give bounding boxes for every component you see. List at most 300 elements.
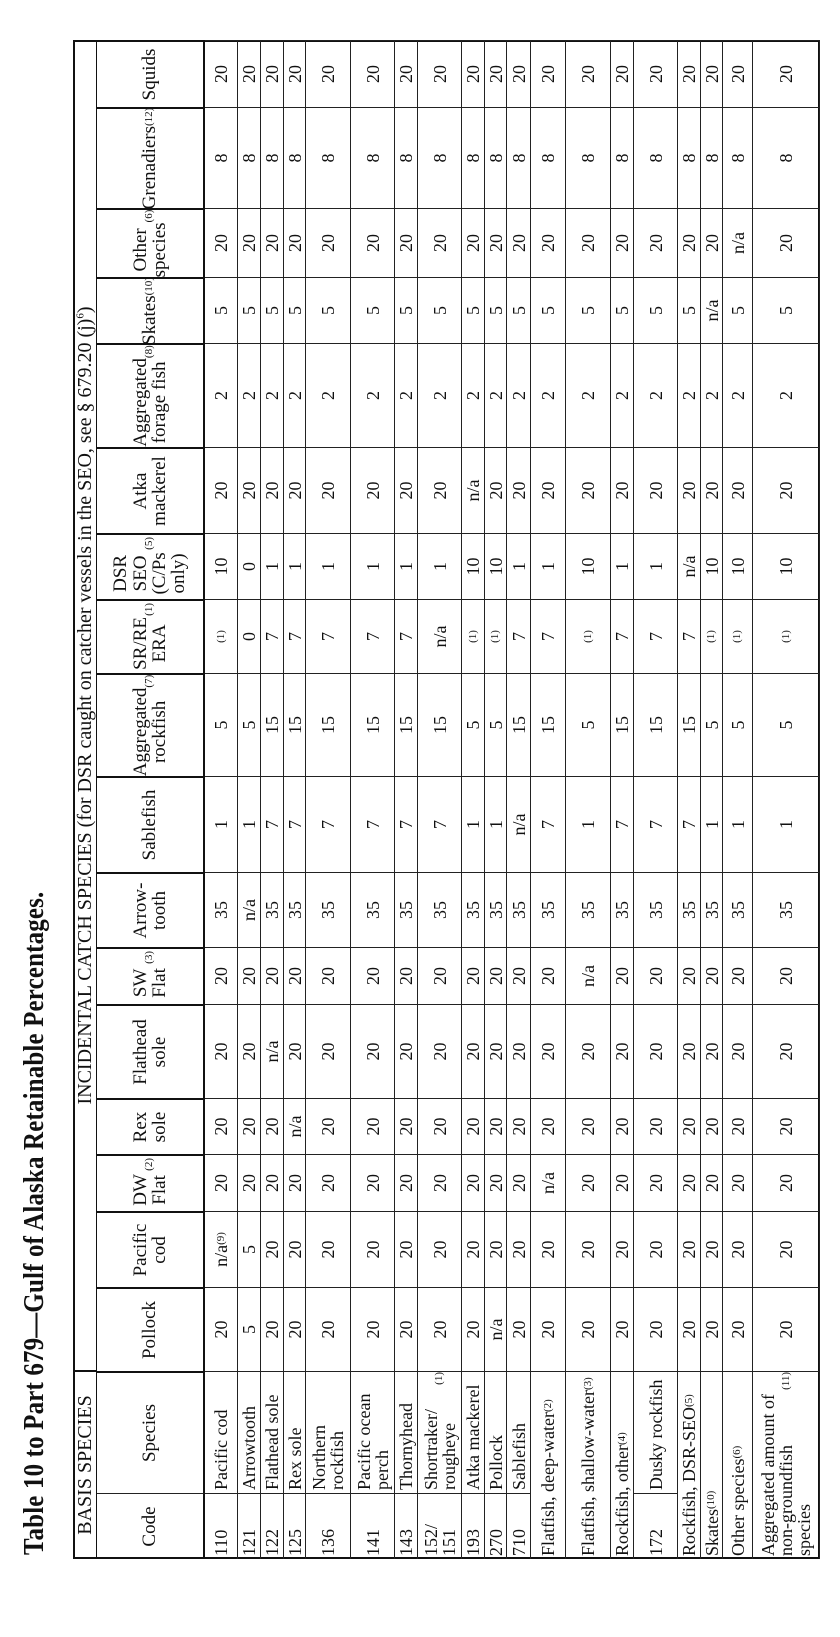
- row-value-aggrock: 15: [531, 673, 566, 776]
- row-value-arrowtooth: 35: [284, 872, 306, 947]
- row-value-sablefish: 1: [723, 776, 753, 872]
- row-value-skates: 5: [306, 277, 351, 343]
- row-value-srre: (1): [485, 599, 507, 673]
- row-species: Other species (6): [723, 1371, 753, 1559]
- row-value-aggrock: 5: [723, 673, 753, 776]
- row-value-dwflat: 20: [261, 1154, 284, 1211]
- row-value-dwflat: 20: [634, 1154, 678, 1211]
- row-value-dwflat: 20: [351, 1154, 395, 1211]
- row-value-aggrock: 15: [261, 673, 284, 776]
- row-value-arrowtooth: 35: [531, 872, 566, 947]
- row-value-grenadiers: 8: [723, 107, 753, 208]
- row-value-dwflat: 20: [205, 1154, 238, 1211]
- row-value-rexsole: 20: [462, 1098, 485, 1154]
- row-value-srre: n/a: [418, 599, 462, 673]
- row-value-dwflat: 20: [395, 1154, 418, 1211]
- row-value-pcod: 20: [634, 1211, 678, 1287]
- row-value-dsrseo: 1: [395, 533, 418, 599]
- row-value-rexsole: 20: [507, 1098, 531, 1154]
- row-value-forage: 2: [701, 343, 723, 447]
- row-value-sablefish: 1: [485, 776, 507, 872]
- row-value-atka: 20: [723, 447, 753, 533]
- row-value-pollock: 20: [566, 1287, 611, 1371]
- row-value-flathead: 20: [507, 1004, 531, 1098]
- row-value-dwflat: 20: [723, 1154, 753, 1211]
- row-value-aggrock: 15: [611, 673, 634, 776]
- row-species: Pacific cod: [205, 1371, 238, 1493]
- row-value-srre: (1): [205, 599, 238, 673]
- row-value-pollock: 20: [753, 1287, 820, 1371]
- row-value-sablefish: 7: [306, 776, 351, 872]
- row-value-other: 20: [306, 208, 351, 277]
- row-value-other: 20: [611, 208, 634, 277]
- row-value-swflat: 20: [753, 947, 820, 1004]
- row-value-rexsole: 20: [418, 1098, 462, 1154]
- row-species: Aggregated amount of non-groundfish species (11): [753, 1371, 820, 1559]
- row-value-squids: 20: [753, 40, 820, 107]
- row-value-dsrseo: 10: [462, 533, 485, 599]
- row-species: Flatfish, shallow-water (3): [566, 1371, 611, 1559]
- row-code: 143: [395, 1493, 418, 1559]
- row-value-pollock: 20: [261, 1287, 284, 1371]
- row-value-squids: 20: [485, 40, 507, 107]
- row-value-dsrseo: 1: [531, 533, 566, 599]
- row-value-swflat: 20: [723, 947, 753, 1004]
- row-value-pcod: 5: [238, 1211, 261, 1287]
- row-value-squids: 20: [701, 40, 723, 107]
- row-value-rexsole: 20: [261, 1098, 284, 1154]
- row-value-sablefish: 1: [462, 776, 485, 872]
- row-code: 270: [485, 1493, 507, 1559]
- row-value-pollock: 20: [205, 1287, 238, 1371]
- row-value-arrowtooth: 35: [566, 872, 611, 947]
- row-value-rexsole: 20: [634, 1098, 678, 1154]
- row-value-dwflat: n/a: [531, 1154, 566, 1211]
- row-value-forage: 2: [238, 343, 261, 447]
- row-value-sablefish: 7: [531, 776, 566, 872]
- row-value-rexsole: 20: [306, 1098, 351, 1154]
- row-species: Rockfish, other (4): [611, 1371, 634, 1559]
- row-value-dwflat: 20: [485, 1154, 507, 1211]
- row-value-srre: 7: [611, 599, 634, 673]
- row-value-forage: 2: [462, 343, 485, 447]
- row-value-flathead: 20: [462, 1004, 485, 1098]
- row-value-skates: 5: [566, 277, 611, 343]
- row-value-squids: 20: [462, 40, 485, 107]
- row-species: Dusky rockfish: [634, 1371, 678, 1493]
- header-squids: Squids: [97, 40, 205, 107]
- row-value-skates: 5: [611, 277, 634, 343]
- header-sablefish: Sablefish: [97, 776, 205, 872]
- header-dwflat: DW Flat (2): [97, 1154, 205, 1211]
- row-value-dwflat: 20: [306, 1154, 351, 1211]
- row-value-rexsole: 20: [485, 1098, 507, 1154]
- row-value-other: 20: [261, 208, 284, 277]
- row-value-squids: 20: [418, 40, 462, 107]
- row-value-arrowtooth: 35: [723, 872, 753, 947]
- row-value-aggrock: 15: [306, 673, 351, 776]
- row-value-aggrock: 5: [701, 673, 723, 776]
- row-value-dsrseo: 1: [284, 533, 306, 599]
- row-value-forage: 2: [753, 343, 820, 447]
- header-swflat: SW Flat (3): [97, 947, 205, 1004]
- header-aggrock: Aggregated rockfish (7): [97, 673, 205, 776]
- row-value-atka: 20: [485, 447, 507, 533]
- row-value-flathead: 20: [238, 1004, 261, 1098]
- row-value-pcod: 20: [462, 1211, 485, 1287]
- row-value-arrowtooth: 35: [205, 872, 238, 947]
- row-value-skates: 5: [395, 277, 418, 343]
- row-value-dwflat: 20: [678, 1154, 701, 1211]
- row-value-rexsole: 20: [395, 1098, 418, 1154]
- row-value-srre: 7: [351, 599, 395, 673]
- row-code: 110: [205, 1493, 238, 1559]
- row-value-srre: 7: [634, 599, 678, 673]
- row-value-aggrock: 5: [753, 673, 820, 776]
- row-value-skates: 5: [462, 277, 485, 343]
- row-value-arrowtooth: 35: [678, 872, 701, 947]
- row-value-dsrseo: 10: [566, 533, 611, 599]
- header-other: Other species (6): [97, 208, 205, 277]
- row-value-atka: 20: [261, 447, 284, 533]
- row-value-dwflat: 20: [284, 1154, 306, 1211]
- group-header-basis: [73, 1371, 97, 1559]
- row-value-other: 20: [701, 208, 723, 277]
- row-code: 141: [351, 1493, 395, 1559]
- header-arrowtooth: Arrow-tooth: [97, 872, 205, 947]
- row-species: Shortraker/ rougheye (1): [418, 1371, 462, 1493]
- row-value-skates: 5: [678, 277, 701, 343]
- row-value-pollock: 20: [507, 1287, 531, 1371]
- row-species: Pollock: [485, 1371, 507, 1493]
- row-value-aggrock: 15: [418, 673, 462, 776]
- row-value-skates: 5: [418, 277, 462, 343]
- row-value-srre: (1): [566, 599, 611, 673]
- row-value-pollock: 20: [418, 1287, 462, 1371]
- row-value-flathead: 20: [395, 1004, 418, 1098]
- row-value-forage: 2: [395, 343, 418, 447]
- row-species: Rex sole: [284, 1371, 306, 1493]
- row-value-skates: 5: [205, 277, 238, 343]
- row-value-squids: 20: [351, 40, 395, 107]
- row-value-pcod: 20: [753, 1211, 820, 1287]
- row-value-swflat: 20: [351, 947, 395, 1004]
- row-value-swflat: 20: [395, 947, 418, 1004]
- row-value-aggrock: 15: [634, 673, 678, 776]
- header-pcod: Pacific cod: [97, 1211, 205, 1287]
- row-value-dsrseo: 1: [418, 533, 462, 599]
- row-value-sablefish: 7: [678, 776, 701, 872]
- row-value-forage: 2: [531, 343, 566, 447]
- row-value-swflat: 20: [611, 947, 634, 1004]
- row-value-pcod: 20: [566, 1211, 611, 1287]
- row-value-grenadiers: 8: [611, 107, 634, 208]
- row-value-pollock: 20: [701, 1287, 723, 1371]
- row-value-arrowtooth: 35: [462, 872, 485, 947]
- header-code: Code: [97, 1493, 205, 1559]
- row-value-forage: 2: [306, 343, 351, 447]
- row-value-swflat: 20: [238, 947, 261, 1004]
- row-value-grenadiers: 8: [205, 107, 238, 208]
- row-value-rexsole: 20: [531, 1098, 566, 1154]
- row-value-atka: 20: [284, 447, 306, 533]
- row-value-aggrock: 5: [205, 673, 238, 776]
- row-value-pcod: n/a (9): [205, 1211, 238, 1287]
- row-value-pcod: 20: [701, 1211, 723, 1287]
- row-value-atka: 20: [205, 447, 238, 533]
- row-value-dsrseo: 1: [306, 533, 351, 599]
- row-value-atka: 20: [418, 447, 462, 533]
- row-value-squids: 20: [723, 40, 753, 107]
- row-value-dwflat: 20: [753, 1154, 820, 1211]
- row-code: 152/ 151: [418, 1493, 462, 1559]
- row-value-atka: 20: [611, 447, 634, 533]
- row-value-swflat: 20: [284, 947, 306, 1004]
- row-value-swflat: 20: [531, 947, 566, 1004]
- row-species: Arrowtooth: [238, 1371, 261, 1493]
- row-value-forage: 2: [351, 343, 395, 447]
- row-value-srre: 7: [284, 599, 306, 673]
- row-value-pcod: 20: [418, 1211, 462, 1287]
- row-value-arrowtooth: 35: [753, 872, 820, 947]
- row-value-squids: 20: [284, 40, 306, 107]
- row-value-grenadiers: 8: [634, 107, 678, 208]
- row-code: 710: [507, 1493, 531, 1559]
- row-value-grenadiers: 8: [351, 107, 395, 208]
- row-value-arrowtooth: 35: [507, 872, 531, 947]
- row-value-squids: 20: [531, 40, 566, 107]
- header-pollock: Pollock: [97, 1287, 205, 1371]
- row-value-rexsole: 20: [611, 1098, 634, 1154]
- row-value-atka: 20: [351, 447, 395, 533]
- row-value-srre: 7: [395, 599, 418, 673]
- row-code: 136: [306, 1493, 351, 1559]
- row-value-skates: 5: [723, 277, 753, 343]
- row-value-skates: 5: [351, 277, 395, 343]
- row-value-grenadiers: 8: [507, 107, 531, 208]
- row-value-flathead: n/a: [261, 1004, 284, 1098]
- row-value-other: 20: [418, 208, 462, 277]
- row-value-pollock: 20: [462, 1287, 485, 1371]
- row-value-atka: 20: [395, 447, 418, 533]
- row-value-flathead: 20: [634, 1004, 678, 1098]
- row-value-flathead: 20: [723, 1004, 753, 1098]
- group-header-incidental: [73, 40, 97, 1371]
- row-value-srre: (1): [462, 599, 485, 673]
- row-value-aggrock: 15: [351, 673, 395, 776]
- row-value-swflat: 20: [418, 947, 462, 1004]
- row-value-skates: 5: [507, 277, 531, 343]
- row-value-sablefish: 1: [753, 776, 820, 872]
- row-value-dsrseo: 1: [261, 533, 284, 599]
- row-value-rexsole: 20: [238, 1098, 261, 1154]
- row-value-squids: 20: [261, 40, 284, 107]
- row-value-dwflat: 20: [701, 1154, 723, 1211]
- row-value-swflat: 20: [634, 947, 678, 1004]
- row-value-swflat: n/a: [566, 947, 611, 1004]
- row-value-grenadiers: 8: [678, 107, 701, 208]
- row-value-swflat: 20: [261, 947, 284, 1004]
- row-value-forage: 2: [611, 343, 634, 447]
- row-value-arrowtooth: 35: [261, 872, 284, 947]
- row-value-atka: 20: [238, 447, 261, 533]
- row-value-other: 20: [284, 208, 306, 277]
- row-value-dsrseo: 10: [205, 533, 238, 599]
- row-value-forage: 2: [507, 343, 531, 447]
- row-code: 121: [238, 1493, 261, 1559]
- incidental-label: INCIDENTAL CATCH SPECIES (for DSR caught on catcher vessels in the SEO, see § 679.20 $(j)^6$): [73, 306, 96, 1105]
- row-value-pcod: 20: [723, 1211, 753, 1287]
- row-value-other: 20: [753, 208, 820, 277]
- row-species: Northern rockfish: [306, 1371, 351, 1493]
- row-value-pcod: 20: [507, 1211, 531, 1287]
- row-value-flathead: 20: [205, 1004, 238, 1098]
- row-value-dsrseo: 10: [485, 533, 507, 599]
- row-code: 172: [634, 1493, 678, 1559]
- row-value-grenadiers: 8: [261, 107, 284, 208]
- row-value-aggrock: 15: [395, 673, 418, 776]
- row-species: Rockfish, DSR-SEO (5): [678, 1371, 701, 1559]
- row-value-rexsole: 20: [723, 1098, 753, 1154]
- row-value-swflat: 20: [205, 947, 238, 1004]
- row-value-srre: (1): [701, 599, 723, 673]
- row-value-squids: 20: [507, 40, 531, 107]
- row-value-rexsole: 20: [753, 1098, 820, 1154]
- row-value-other: 20: [485, 208, 507, 277]
- row-species: Atka mackerel: [462, 1371, 485, 1493]
- row-code: 125: [284, 1493, 306, 1559]
- row-value-srre: 7: [261, 599, 284, 673]
- row-value-flathead: 20: [611, 1004, 634, 1098]
- row-value-dwflat: 20: [566, 1154, 611, 1211]
- row-value-rexsole: 20: [205, 1098, 238, 1154]
- row-value-other: 20: [238, 208, 261, 277]
- row-value-atka: 20: [531, 447, 566, 533]
- row-value-skates: 5: [531, 277, 566, 343]
- basis-label: BASIS SPECIES: [73, 1395, 96, 1535]
- row-value-dsrseo: 1: [611, 533, 634, 599]
- row-value-other: 20: [507, 208, 531, 277]
- row-value-swflat: 20: [306, 947, 351, 1004]
- row-value-grenadiers: 8: [395, 107, 418, 208]
- row-value-other: 20: [462, 208, 485, 277]
- row-value-grenadiers: 8: [306, 107, 351, 208]
- row-value-sablefish: 7: [351, 776, 395, 872]
- row-value-arrowtooth: 35: [351, 872, 395, 947]
- row-value-pollock: 20: [678, 1287, 701, 1371]
- row-value-forage: 2: [678, 343, 701, 447]
- row-value-atka: 20: [753, 447, 820, 533]
- row-value-sablefish: 1: [701, 776, 723, 872]
- row-value-flathead: 20: [351, 1004, 395, 1098]
- row-value-aggrock: 5: [462, 673, 485, 776]
- row-value-flathead: 20: [566, 1004, 611, 1098]
- row-species: Flatfish, deep-water (2): [531, 1371, 566, 1559]
- row-value-squids: 20: [306, 40, 351, 107]
- row-value-arrowtooth: 35: [395, 872, 418, 947]
- header-flathead: Flathead sole: [97, 1004, 205, 1098]
- row-value-sablefish: 7: [634, 776, 678, 872]
- row-code: 193: [462, 1493, 485, 1559]
- row-value-squids: 20: [678, 40, 701, 107]
- row-value-squids: 20: [238, 40, 261, 107]
- row-value-other: 20: [678, 208, 701, 277]
- row-value-arrowtooth: 35: [701, 872, 723, 947]
- row-value-swflat: 20: [678, 947, 701, 1004]
- row-value-flathead: 20: [284, 1004, 306, 1098]
- row-species: Thornyhead: [395, 1371, 418, 1493]
- row-value-pollock: 5: [238, 1287, 261, 1371]
- row-value-other: 20: [351, 208, 395, 277]
- row-value-grenadiers: 8: [566, 107, 611, 208]
- row-value-rexsole: 20: [678, 1098, 701, 1154]
- row-value-dsrseo: 1: [507, 533, 531, 599]
- table-title: Table 10 to Part 679—Gulf of Alaska Retainable Percentages.: [18, 891, 50, 1555]
- row-value-pollock: 20: [284, 1287, 306, 1371]
- row-value-sablefish: 7: [284, 776, 306, 872]
- row-value-aggrock: 5: [485, 673, 507, 776]
- row-value-pcod: 20: [611, 1211, 634, 1287]
- row-value-dwflat: 20: [611, 1154, 634, 1211]
- row-value-dsrseo: 10: [723, 533, 753, 599]
- row-value-pollock: 20: [531, 1287, 566, 1371]
- row-value-dsrseo: 1: [351, 533, 395, 599]
- row-value-pcod: 20: [284, 1211, 306, 1287]
- row-value-swflat: 20: [701, 947, 723, 1004]
- header-forage: Aggregated forage fish (8): [97, 343, 205, 447]
- row-value-sablefish: 7: [611, 776, 634, 872]
- row-value-rexsole: 20: [351, 1098, 395, 1154]
- row-value-forage: 2: [205, 343, 238, 447]
- row-value-rexsole: 20: [566, 1098, 611, 1154]
- row-value-forage: 2: [723, 343, 753, 447]
- row-value-skates: 5: [485, 277, 507, 343]
- row-value-swflat: 20: [462, 947, 485, 1004]
- row-value-pollock: 20: [351, 1287, 395, 1371]
- row-value-swflat: 20: [507, 947, 531, 1004]
- row-code: 122: [261, 1493, 284, 1559]
- row-value-atka: 20: [306, 447, 351, 533]
- row-value-flathead: 20: [753, 1004, 820, 1098]
- row-value-sablefish: 1: [238, 776, 261, 872]
- row-value-sablefish: 7: [261, 776, 284, 872]
- row-value-sablefish: 1: [205, 776, 238, 872]
- row-value-dwflat: 20: [418, 1154, 462, 1211]
- header-species: Species: [97, 1371, 205, 1493]
- row-value-dsrseo: n/a: [678, 533, 701, 599]
- row-value-other: n/a: [723, 208, 753, 277]
- row-value-skates: 5: [753, 277, 820, 343]
- row-value-forage: 2: [566, 343, 611, 447]
- row-value-grenadiers: 8: [418, 107, 462, 208]
- row-value-pcod: 20: [485, 1211, 507, 1287]
- row-value-arrowtooth: 35: [418, 872, 462, 947]
- row-species: Sablefish: [507, 1371, 531, 1493]
- row-value-squids: 20: [611, 40, 634, 107]
- row-value-dwflat: 20: [507, 1154, 531, 1211]
- header-rexsole: Rex sole: [97, 1098, 205, 1154]
- row-value-skates: 5: [261, 277, 284, 343]
- row-value-sablefish: 1: [566, 776, 611, 872]
- row-value-other: 20: [531, 208, 566, 277]
- row-value-arrowtooth: 35: [306, 872, 351, 947]
- row-value-dsrseo: 0: [238, 533, 261, 599]
- row-value-flathead: 20: [701, 1004, 723, 1098]
- row-value-other: 20: [205, 208, 238, 277]
- row-value-aggrock: 15: [678, 673, 701, 776]
- row-value-grenadiers: 8: [485, 107, 507, 208]
- row-value-dsrseo: 10: [753, 533, 820, 599]
